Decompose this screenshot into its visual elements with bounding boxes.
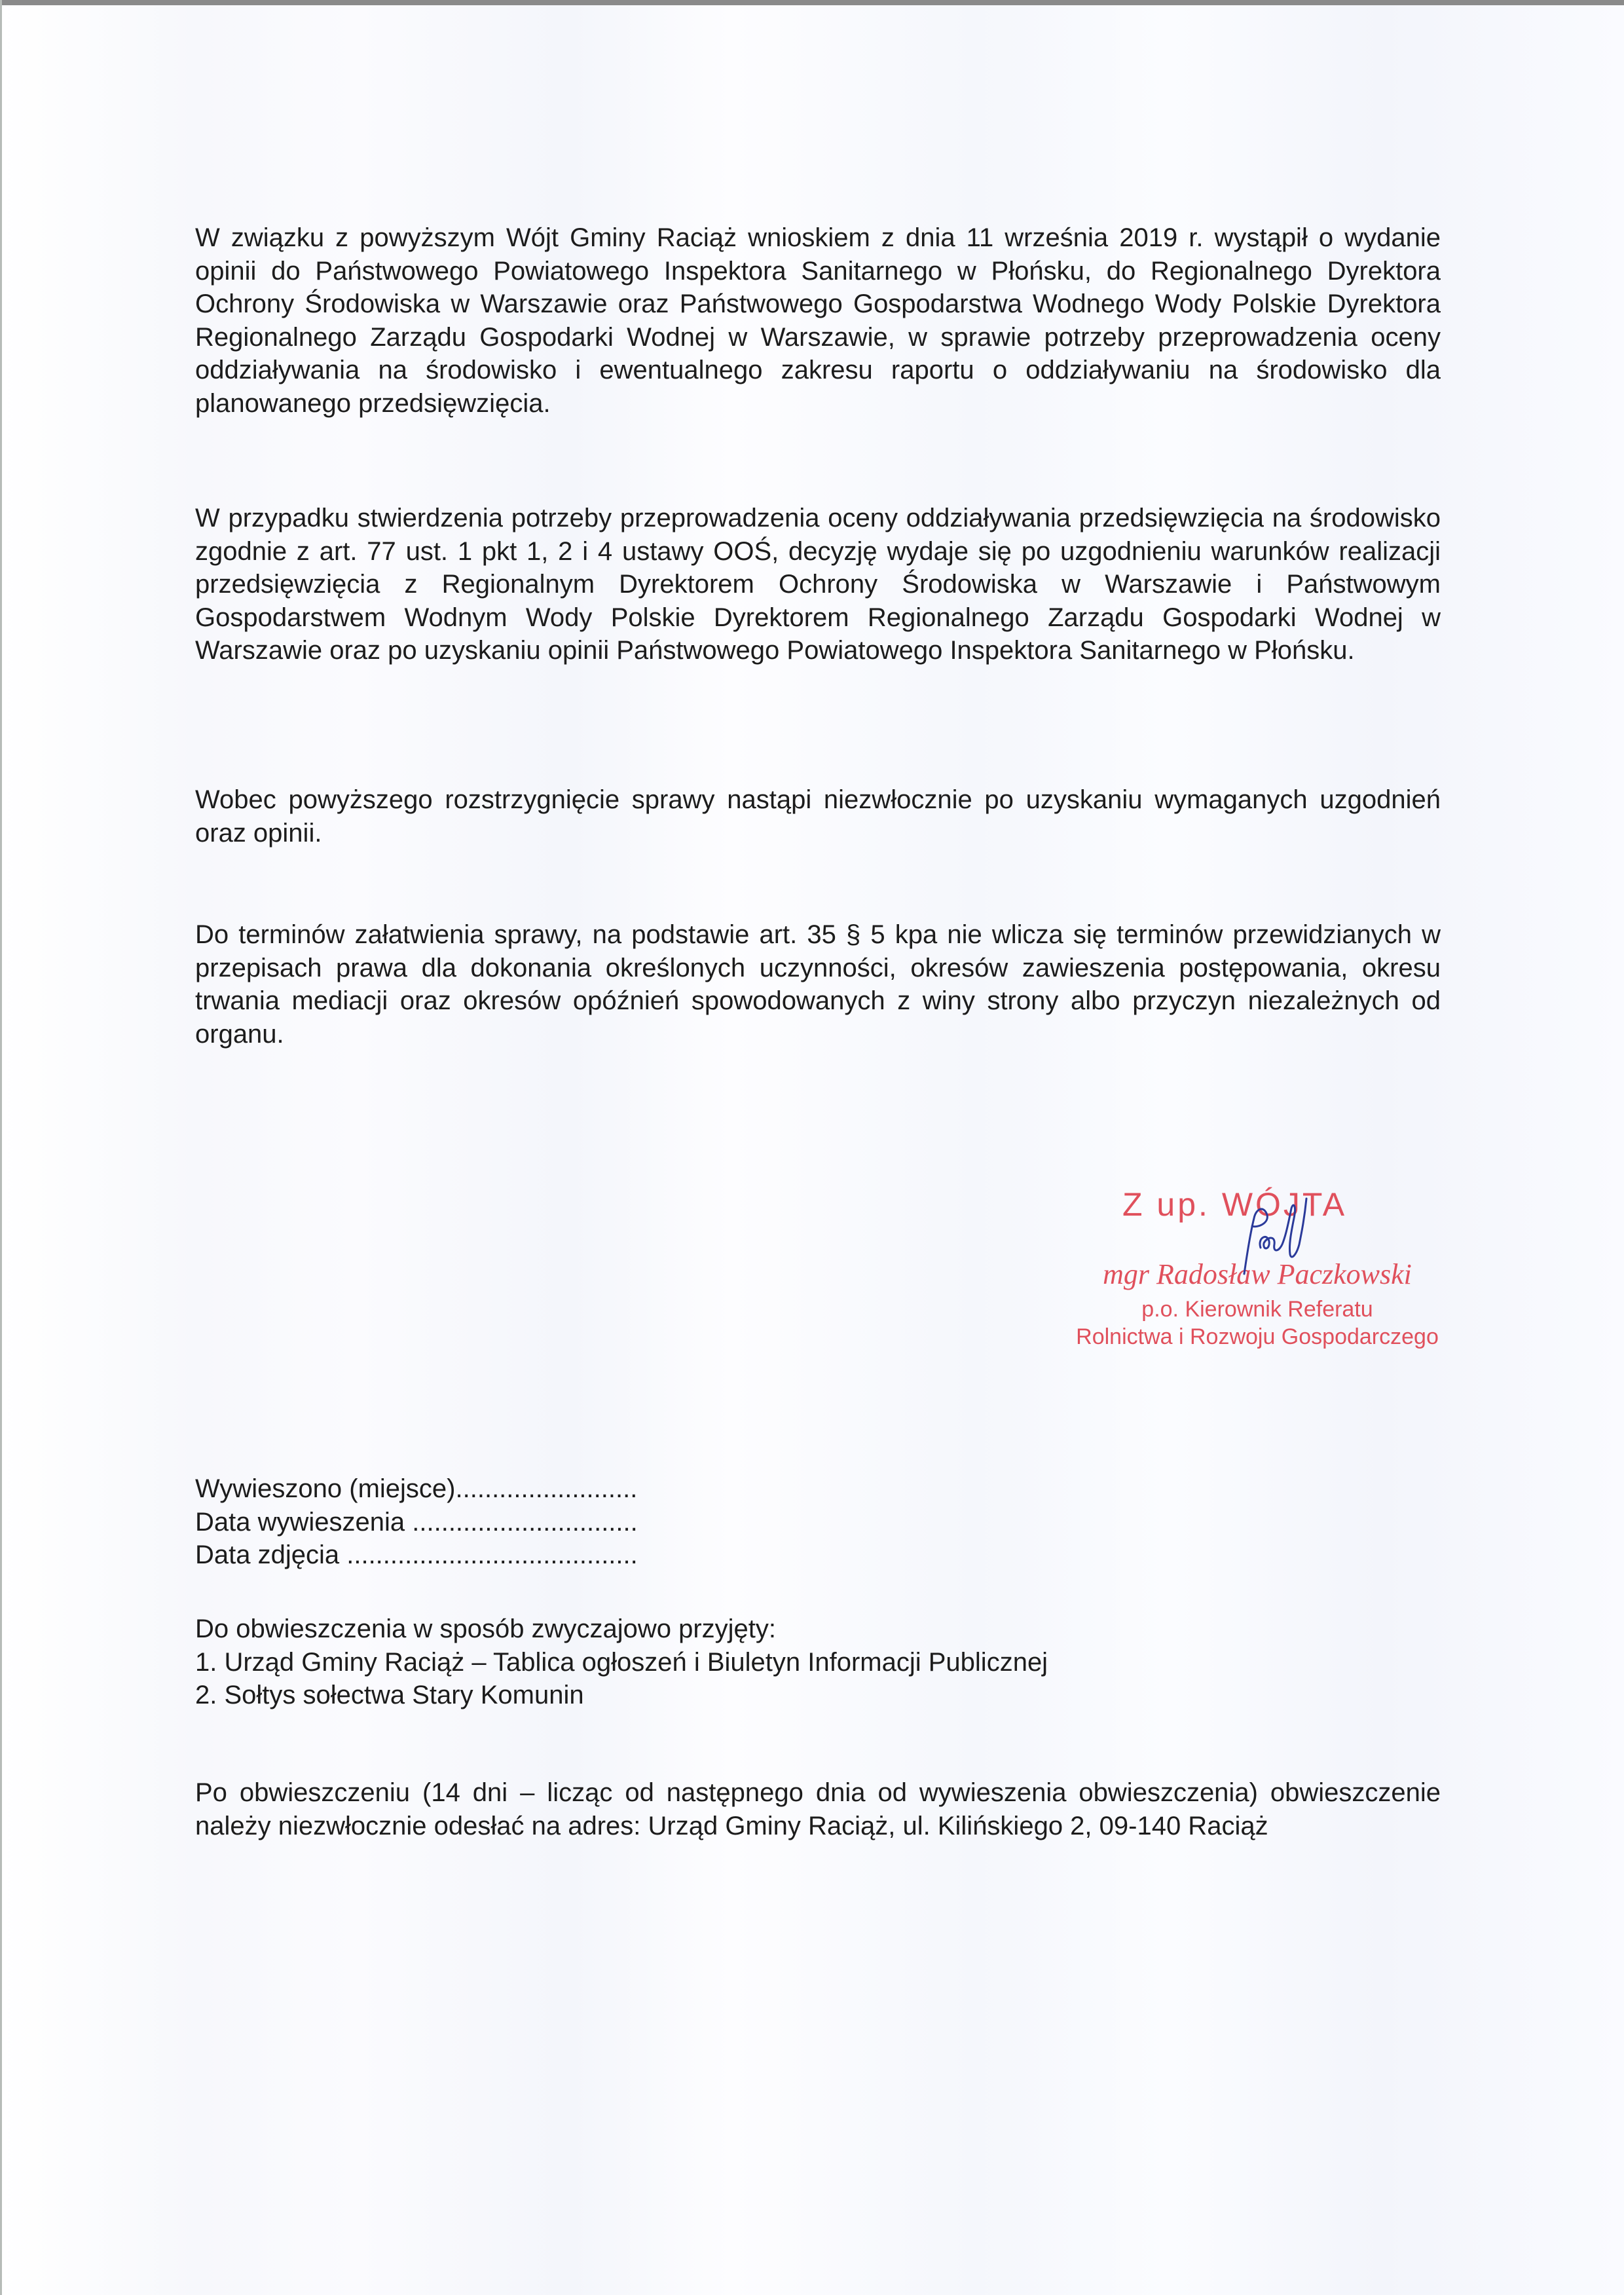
stamp-title: Z up. WÓJTA xyxy=(1122,1186,1348,1223)
posting-field-place: Wywieszono (miejsce)......................... xyxy=(195,1474,638,1503)
distribution-heading: Do obwieszczenia w sposób zwyczajowo przyjęty: xyxy=(195,1614,777,1643)
paragraph-text: Po obwieszczeniu (14 dni – licząc od następnego dnia od wywieszenia obwieszczenia) obwieszczenie należy niezwłocznie odesłać na adres: Urząd Gminy Raciąż, ul. Kilińskiego 2, 09-140 Raciąż xyxy=(195,1778,1441,1840)
handwritten-signature-icon xyxy=(1231,1192,1310,1277)
scan-left-edge xyxy=(0,0,2,2295)
paragraph-deadlines xyxy=(195,918,1441,1051)
paragraph-text: W związku z powyższym Wójt Gminy Raciąż wnioskiem z dnia 11 września 2019 r. wystąpił o wydanie opinii do Państwowego Powiatowego Inspektora Sanitarnego w Płońsku, do Regionalnego Dyrektora Ochrony Środowiska w Warszawie oraz Państwowego Gospodarstwa Wodnego Wody Polskie Dyrektora Regionalnego Zarządu Gospodarki Wodnej w Warszawie, w sprawie potrzeby przeprowadzenia oceny oddziaływania na środowisko i ewentualnego zakresu raportu o oddziaływaniu na środowisko dla planowanego przedsięwzięcia. xyxy=(195,223,1441,418)
paragraph-return-instructions xyxy=(195,1776,1441,1842)
signature-stroke xyxy=(1244,1199,1306,1274)
paragraph-text: Do terminów załatwienia sprawy, na podstawie art. 35 § 5 kpa nie wlicza się terminów przewidzianych w przepisach prawa dla dokonania określonych uczynności, okresów zawieszenia postępowania, okresu trwania mediacji oraz okresów opóźnień spowodowanych z winy strony albo przyczyn niezależnych od organu. xyxy=(195,920,1441,1049)
posting-field-date-removed: Data zdjęcia ........................................ xyxy=(195,1540,638,1569)
distribution-list xyxy=(195,1613,1441,1712)
distribution-item: 2. Sołtys sołectwa Stary Komunin xyxy=(195,1681,584,1709)
paragraph-text: Wobec powyższego rozstrzygnięcie sprawy nastąpi niezwłocznie po uzyskaniu wymaganych uzgodnień oraz opinii. xyxy=(195,785,1441,848)
stamp-role-line-1: p.o. Kierownik Referatu xyxy=(1141,1297,1373,1322)
paragraph-request-opinions xyxy=(195,221,1441,420)
stamp-role-line-2: Rolnictwa i Rozwoju Gospodarczego xyxy=(1076,1324,1439,1349)
stamp-name: mgr Radosław Paczkowski xyxy=(1103,1258,1412,1290)
paragraph-text: W przypadku stwierdzenia potrzeby przeprowadzenia oceny oddziaływania przedsięwzięcia na środowisko zgodnie z art. 77 ust. 1 pkt 1, 2 i 4 ustawy OOŚ, decyzję wydaje się po uzgodnieniu warunków realizacji przedsięwzięcia z Regionalnym Dyrektorem Ochrony Środowiska w Warszawie i Państwowym Gospodarstwem Wodnym Wody Polskie Dyrektorem Regionalnego Zarządu Gospodarki Wodnej w Warszawie oraz po uzyskaniu opinii Państwowego Powiatowego Inspektora Sanitarnego w Płońsku. xyxy=(195,504,1441,665)
posting-fields xyxy=(195,1472,1441,1572)
distribution-item: 1. Urząd Gminy Raciąż – Tablica ogłoszeń i Biuletyn Informacji Publicznej xyxy=(195,1647,1048,1677)
paragraph-resolution xyxy=(195,783,1441,849)
paragraph-assessment-conditions xyxy=(195,502,1441,667)
posting-field-date-posted: Data wywieszenia ............................... xyxy=(195,1507,638,1537)
scan-top-edge xyxy=(0,0,1624,5)
stamp-role xyxy=(1048,1296,1467,1351)
